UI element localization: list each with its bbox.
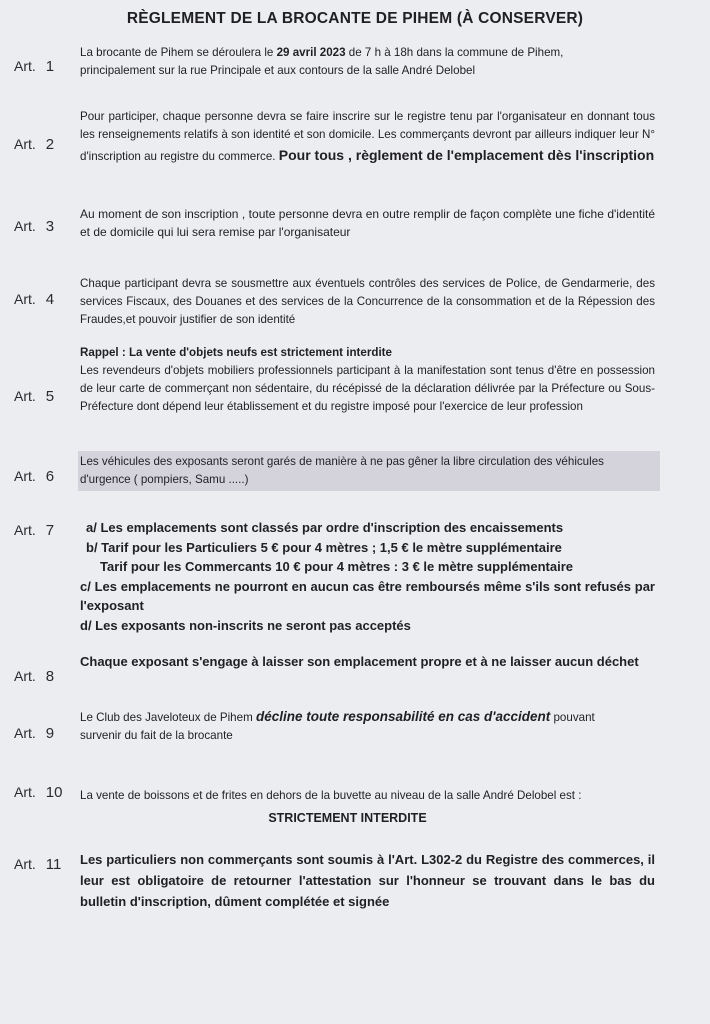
article-3-label: Art. 3 [14, 218, 55, 235]
article-9-label: Art. 9 [14, 725, 55, 742]
article-11-label: Art. 11 [14, 856, 62, 873]
article-8-label: Art. 8 [14, 668, 55, 685]
highlight-box: Les véhicules des exposants seront garés de manière à ne pas gêner la libre circulation des véhicules d'urgence ( pompiers, Samu .....) [78, 451, 660, 491]
article-10-text: La vente de boissons et de frites en dehors de la buvette au niveau de la salle André Delobel est : STRICTEMENT INTERDITE [80, 787, 655, 827]
page-title: RÈGLEMENT DE LA BROCANTE DE PIHEM (À CONSERVER) [126, 10, 584, 27]
article-1-label: Art. 1 [14, 58, 55, 75]
article-9-text: Le Club des Javeloteux de Pihem décline toute responsabilité en cas d'accident pouvant survenir du fait de la brocante [80, 709, 595, 742]
article-8-text: Chaque exposant s'engage à laisser son emplacement propre et à ne laisser aucun déchet [80, 654, 639, 669]
article-6-text [80, 451, 660, 491]
rappel-notice: Rappel : La vente d'objets neufs est strictement interdite [80, 346, 392, 359]
article-5-label: Art. 5 [14, 388, 55, 405]
strictly-forbidden-notice: STRICTEMENT INTERDITE [268, 811, 427, 825]
article-7-text: a/ Les emplacements sont classés par ordre d'inscription des encaissements b/ Tarif pour les Particuliers 5 € pour 4 mètres ; 1,5 € le mètre supplémentaire Tarif pour les Commercants 10 € pour 4 mètres : 3 € le mètre supplémentaire c/ Les emplacements ne pourront en aucun cas être remboursés même s'ils sont refusés par l'exposant d/ Les exposants non-inscrits ne seront pas acceptés [80, 520, 655, 633]
article-6-label: Art. 6 [14, 468, 55, 485]
article-2-text: Pour participer, chaque personne devra se faire inscrire sur le registre tenu par l'organisateur en donnant tous les renseignements relatifs à son identité et son domicile. Les commerçants devront par ailleurs indiquer leur N° d'inscription au registre du commerce. Pour tous , règlement de l'emplacement dès l'inscription [80, 110, 655, 163]
article-4-label: Art. 4 [14, 291, 55, 308]
article-10-label: Art. 10 [14, 784, 63, 801]
article-11-text: Les particuliers non commerçants sont soumis à l'Art. L302-2 du Registre des commerces, il leur est obligatoire de retourner l'attestation sur l'honneur se trouvant dans le bas du bulletin d'inscription, dûment complétée et signée [80, 852, 655, 909]
article-5-text: Rappel : La vente d'objets neufs est strictement interdite Les revendeurs d'objets mobiliers professionnels participant à la manifestation sont tenus d'être en possession de leur carte de commerçant non sédentaire, du récépissé de la déclaration délivrée par la Préfecture ou Sous-Préfecture dont dépend leur établissement et du registre imposé pour l'exercice de leur profession [80, 346, 655, 413]
article-3-text: Au moment de son inscription , toute personne devra en outre remplir de façon complète une fiche d'identité et de domicile qui lui sera remise par l'organisateur [80, 207, 655, 239]
article-4-text: Chaque participant devra se sousmettre aux éventuels contrôles des services de Police, de Gendarmerie, des services Fiscaux, des Douanes et des services de la Concurrence de la consommation et de la Répession des Fraudes,et pouvoir justifier de son identité [80, 277, 655, 326]
article-2-label: Art. 2 [14, 136, 55, 153]
article-1-text: La brocante de Pihem se déroulera le 29 avril 2023 de 7 h à 18h dans la commune de Pihem, principalement sur la rue Principale et aux contours de la salle André Delobel [80, 46, 564, 77]
article-7-label: Art. 7 [14, 522, 55, 539]
